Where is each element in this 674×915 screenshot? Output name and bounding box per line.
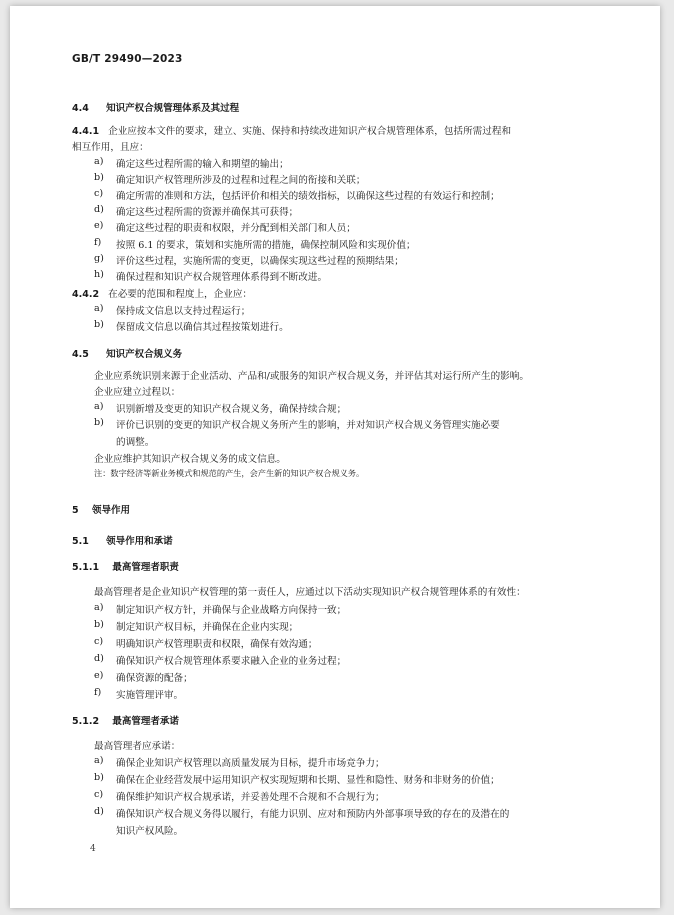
paragraph: 最高管理者是企业知识产权管理的第一责任人，应通过以下活动实现知识产权合规管理体系的有效性：	[94, 587, 526, 598]
list-marker: a)	[94, 602, 104, 613]
list-text: 确保维护知识产权合规承诺，并妥善处理不合规和不合规行为；	[116, 792, 385, 803]
list-text: 确保企业知识产权管理以高质量发展为目标，提升市场竞争力；	[116, 758, 385, 769]
list-text: 实施管理评审。	[116, 690, 184, 701]
section-title: 知识产权合规义务	[106, 349, 183, 360]
section-number: 4.4	[72, 103, 89, 114]
paragraph: 企业应建立过程以：	[94, 387, 181, 398]
standard-code-header: GB/T 29490—2023	[72, 53, 183, 65]
list-marker: b)	[94, 417, 104, 428]
clause-4-4-1-line1	[72, 123, 511, 137]
paragraph: 最高管理者应承诺：	[94, 741, 181, 752]
clause-text: 在必要的范围和程度上，企业应：	[108, 289, 253, 300]
section-title: 最高管理者承诺	[112, 716, 179, 727]
list-text: 确定知识产权管理所涉及的过程和过程之间的衔接和关联；	[116, 175, 366, 186]
list-text: 确定这些过程的职责和权限，并分配到相关部门和人员；	[116, 223, 356, 234]
list-marker: a)	[94, 755, 104, 766]
section-number: 5.1.1	[72, 562, 100, 573]
section-5-heading	[72, 502, 130, 516]
list-marker: g)	[94, 253, 104, 264]
clause-4-4-2	[72, 286, 252, 300]
section-5-1-heading	[72, 533, 173, 547]
section-5-1-2-heading	[72, 713, 179, 727]
list-text-continuation: 知识产权风险。	[116, 826, 184, 837]
list-marker: b)	[94, 172, 104, 183]
list-text: 确定所需的准则和方法，包括评价和相关的绩效指标，以确保这些过程的有效运行和控制；	[116, 191, 500, 202]
list-text: 确保知识产权合规管理体系要求融入企业的业务过程；	[116, 656, 347, 667]
list-marker: e)	[94, 670, 104, 681]
note: 注：数字经济等新业务模式和规范的产生，会产生新的知识产权合规义务。	[94, 468, 365, 478]
section-title: 领导作用和承诺	[106, 536, 173, 547]
list-text: 评价已识别的变更的知识产权合规义务所产生的影响，并对知识产权合规义务管理实施必要	[116, 420, 500, 431]
paragraph: 企业应维护其知识产权合规义务的成文信息。	[94, 454, 286, 465]
section-number: 5.1	[72, 536, 89, 547]
section-title: 领导作用	[91, 505, 130, 516]
section-4-5-heading	[72, 346, 182, 360]
list-marker: f)	[94, 237, 102, 248]
list-marker: c)	[94, 636, 104, 647]
list-marker: f)	[94, 687, 102, 698]
list-marker: e)	[94, 220, 104, 231]
list-marker: c)	[94, 188, 104, 199]
list-text: 制定知识产权目标，并确保在企业内实现；	[116, 622, 299, 633]
list-marker: b)	[94, 772, 104, 783]
section-title: 知识产权合规管理体系及其过程	[106, 103, 240, 114]
list-marker: c)	[94, 789, 104, 800]
list-marker: a)	[94, 156, 104, 167]
section-number: 5	[72, 505, 79, 516]
list-text: 识别新增及变更的知识产权合规义务，确保持续合规；	[116, 404, 347, 415]
section-number: 5.1.2	[72, 716, 100, 727]
list-text: 按照 6.1 的要求，策划和实施所需的措施，确保控制风险和实现价值；	[116, 240, 416, 251]
section-number: 4.5	[72, 349, 89, 360]
clause-4-4-1-line2: 相互作用，且应：	[72, 142, 149, 153]
clause-number: 4.4.1	[72, 126, 100, 137]
list-text: 保持成文信息以支持过程运行；	[116, 306, 251, 317]
list-text: 确保过程和知识产权合规管理体系得到不断改进。	[116, 272, 328, 283]
clause-text: 企业应按本文件的要求，建立、实施、保持和持续改进知识产权合规管理体系，包括所需过程和	[108, 126, 512, 137]
list-marker: a)	[94, 401, 104, 412]
list-marker: b)	[94, 619, 104, 630]
list-text-continuation: 的调整。	[116, 437, 155, 448]
section-5-1-1-heading	[72, 559, 179, 573]
list-text: 明确知识产权管理职责和权限，确保有效沟通；	[116, 639, 318, 650]
list-text: 确定这些过程所需的资源并确保其可获得；	[116, 207, 299, 218]
list-text: 确保资源的配备；	[116, 673, 193, 684]
list-text: 评价这些过程，实施所需的变更，以确保实现这些过程的预期结果；	[116, 256, 404, 267]
list-text: 确定这些过程所需的输入和期望的输出；	[116, 159, 289, 170]
list-text: 制定知识产权方针，并确保与企业战略方向保持一致；	[116, 605, 347, 616]
list-marker: a)	[94, 303, 104, 314]
list-marker: h)	[94, 269, 104, 280]
list-marker: d)	[94, 653, 104, 664]
list-text: 确保知识产权合规义务得以履行，有能力识别、应对和预防内外部事项导致的存在的及潜在的	[116, 809, 510, 820]
list-text: 保留成文信息以确信其过程按策划进行。	[116, 322, 289, 333]
list-marker: b)	[94, 319, 104, 330]
document-page	[10, 6, 660, 908]
list-marker: d)	[94, 806, 104, 817]
section-title: 最高管理者职责	[112, 562, 179, 573]
page-number: 4	[90, 844, 96, 854]
paragraph: 企业应系统识别来源于企业活动、产品和/或服务的知识产权合规义务，并评估其对运行所产生的影响。	[94, 371, 529, 382]
section-4-4-heading	[72, 100, 239, 114]
list-text: 确保在企业经营发展中运用知识产权实现短期和长期、显性和隐性、财务和非财务的价值；	[116, 775, 500, 786]
clause-number: 4.4.2	[72, 289, 100, 300]
list-marker: d)	[94, 204, 104, 215]
